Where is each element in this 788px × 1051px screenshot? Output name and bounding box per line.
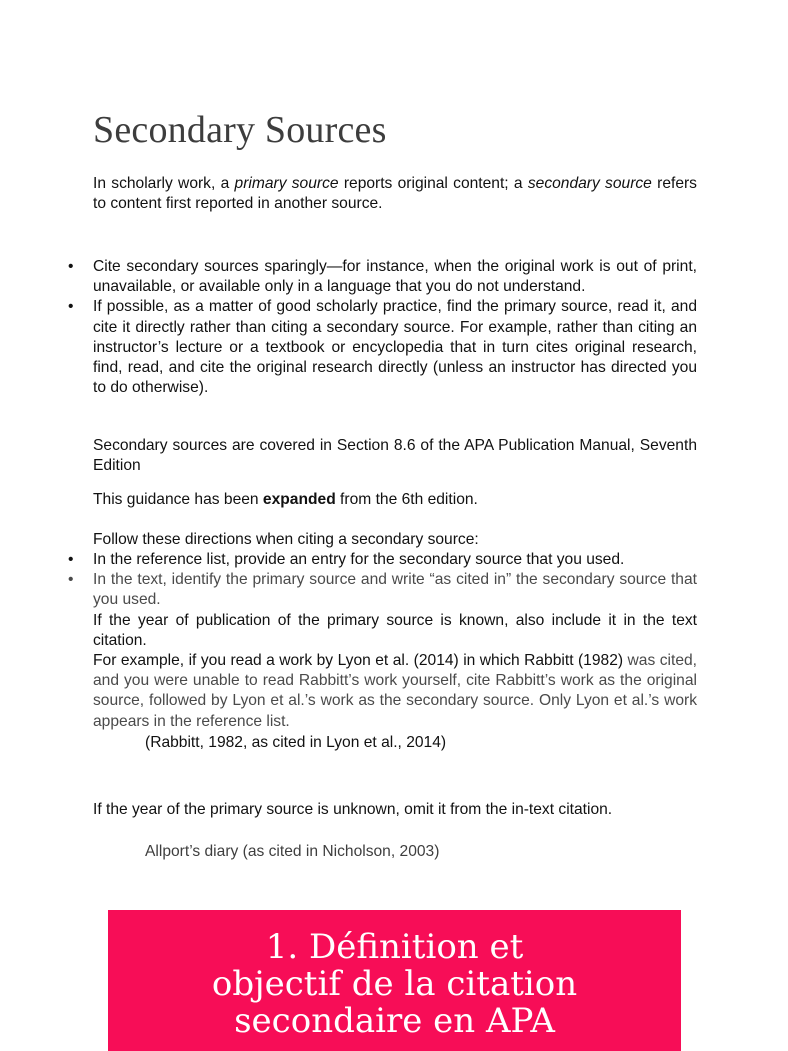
example-paragraph: [93, 651, 697, 732]
directions-intro: Follow these directions when citing a secondary source:: [93, 531, 479, 548]
year-known-note: If the year of publication of the primary source is known, also include it in the text citation.: [93, 611, 697, 649]
section-banner: [108, 910, 681, 1051]
intro-paragraph: [93, 174, 697, 214]
banner-line-2: objectif de la citation: [211, 964, 578, 1004]
example-citation: (Rabbitt, 1982, as cited in Lyon et al., 2014): [145, 734, 447, 751]
intro-text-3: refers to content first reported in another source.: [93, 175, 697, 213]
intro-text-2: reports original content; a: [338, 175, 528, 192]
guidance-note: [93, 490, 697, 510]
example-text-1: For example, if you read a work by Lyon et al. (2014) in which Rabbitt (1982): [93, 652, 624, 670]
guideline-item: • If possible, as a matter of good scholarly practice, find the primary source, read it, and cite it directly rather than citing a secondary source. For example, rather than citing an instructor’s lecture or a textbook or encyclopedia that in turn cites original research, find, read, and cite the original research directly (unless an instructor has directed you to do otherwise).: [93, 297, 697, 398]
direction-item: • In the reference list, provide an entry for the secondary source that you used.: [93, 550, 697, 570]
directions-list: [93, 550, 697, 732]
guidance-text-2: from the 6th edition.: [335, 491, 478, 508]
guidance-text-1: This guidance has been: [93, 491, 263, 508]
primary-source-term: primary source: [234, 175, 339, 192]
banner-line-3: secondaire en APA: [234, 1001, 555, 1041]
banner-title: [108, 929, 681, 1040]
example-text-2: was cited, and you were unable to read Rabbitt’s work yourself, cite Rabbitt’s work as the original source, followed by Lyon et al.’s work as the secondary source. Only Lyon et al.’s work appears in the reference list.: [93, 652, 698, 730]
intro-text-1: In scholarly work, a: [93, 175, 235, 192]
guideline-item: • Cite secondary sources sparingly—for instance, when the original work is out of print, unavailable, or available only in a language that you do not understand.: [93, 257, 697, 297]
apa-section-note: Secondary sources are covered in Section 8.6 of the APA Publication Manual, Seventh Edition: [93, 437, 697, 475]
example-citation-no-year: Allport’s diary (as cited in Nicholson, 2003): [145, 843, 440, 860]
guidance-emphasis: expanded: [262, 491, 336, 508]
secondary-source-term: secondary source: [527, 175, 652, 192]
banner-line-1: 1. Définition et: [265, 927, 524, 967]
unknown-year-note: If the year of the primary source is unknown, omit it from the in-text citation.: [93, 801, 613, 818]
guidelines-list: [93, 257, 697, 398]
direction-item: • In the text, identify the primary source and write “as cited in” the secondary source that you used.: [93, 570, 697, 610]
page-title: Secondary Sources: [93, 109, 387, 151]
